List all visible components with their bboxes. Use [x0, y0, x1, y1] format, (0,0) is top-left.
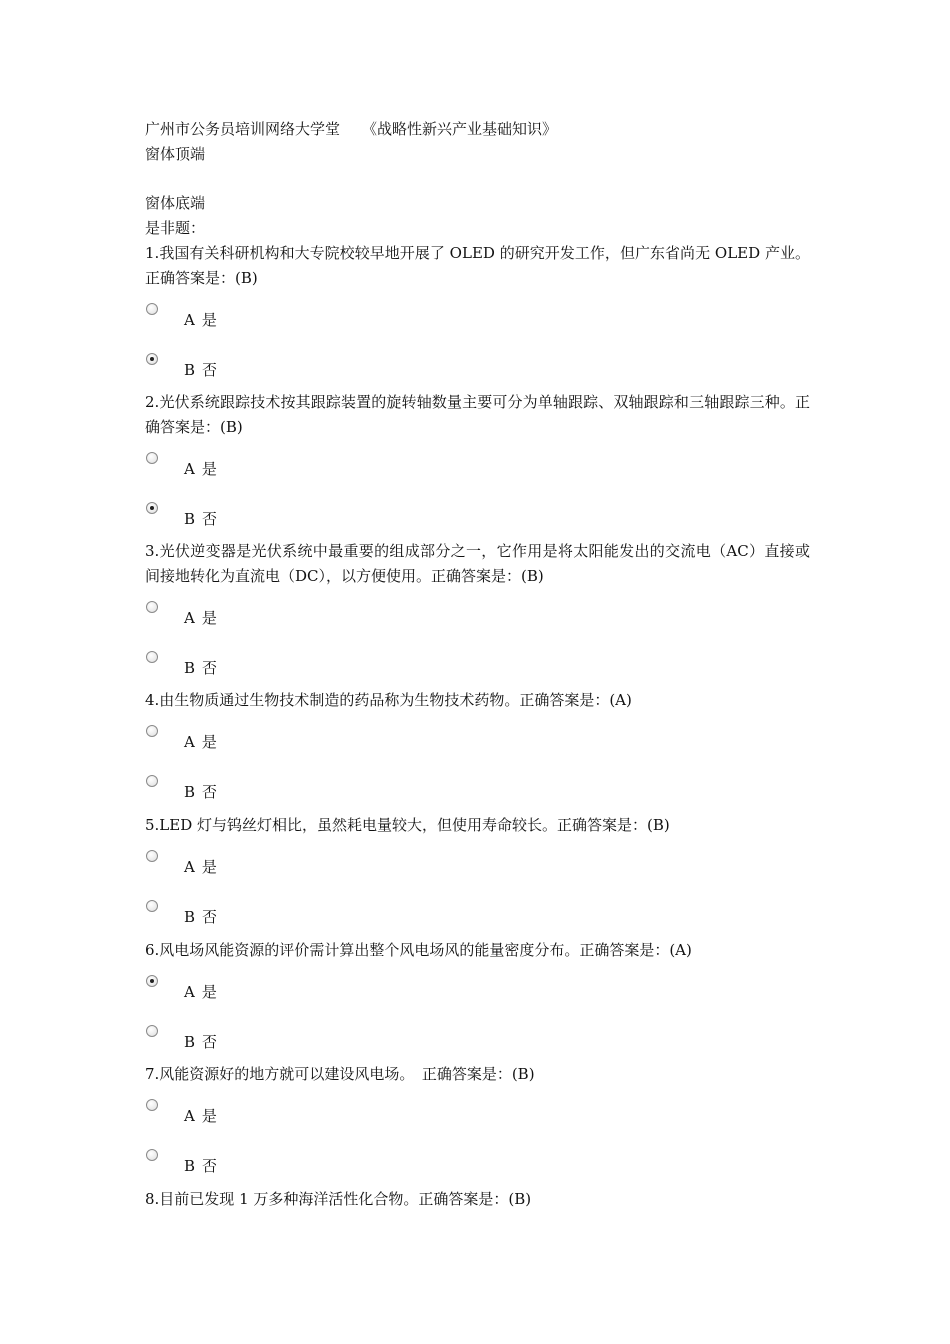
radio-button-b[interactable]: [146, 1149, 158, 1161]
option-label[interactable]: [184, 1032, 217, 1052]
radio-button-a[interactable]: [146, 1099, 158, 1111]
radio-button-a[interactable]: [146, 725, 158, 737]
option-text: 是: [201, 311, 217, 329]
option-text: 否: [202, 1157, 218, 1175]
option-letter: A: [184, 460, 195, 478]
option-letter: B: [184, 783, 196, 801]
radio-button-b[interactable]: [146, 1025, 158, 1037]
radio-button-a[interactable]: [146, 975, 158, 987]
option-label[interactable]: [184, 1106, 217, 1126]
section-title: 是非题：: [145, 219, 206, 237]
option-label[interactable]: [184, 982, 217, 1002]
question-text: 7.风能资源好的地方就可以建设风电场。 正确答案是：(B): [145, 1065, 535, 1083]
option-text: 是: [201, 983, 217, 1001]
question-text: 6.风电场风能资源的评价需计算出整个风电场风的能量密度分布。正确答案是：(A): [145, 941, 692, 959]
radio-button-b[interactable]: [146, 900, 158, 912]
question-text: 1.我国有关科研机构和大专院校较早地开展了 OLED 的研究开发工作，但广东省尚无 OLED 产业。正确答案是：(B): [145, 244, 810, 287]
option-text: 否: [202, 659, 218, 677]
option-letter: B: [184, 510, 196, 528]
option-label[interactable]: [184, 509, 217, 529]
option-text: 是: [201, 733, 217, 751]
option-text: 是: [201, 609, 217, 627]
radio-button-a[interactable]: [146, 601, 158, 613]
question-text: 3.光伏逆变器是光伏系统中最重要的组成部分之一，它作用是将太阳能发出的交流电（AC）直接或间接地转化为直流电（DC），以方便使用。正确答案是：(B): [145, 542, 810, 585]
question-text: 5.LED 灯与钨丝灯相比，虽然耗电量较大，但使用寿命较长。正确答案是：(B): [145, 816, 670, 834]
option-letter: B: [184, 908, 196, 926]
option-label[interactable]: [184, 857, 217, 877]
option-letter: A: [184, 858, 195, 876]
radio-button-a[interactable]: [146, 303, 158, 315]
radio-button-b[interactable]: [146, 502, 158, 514]
question-text: 2.光伏系统跟踪技术按其跟踪装置的旋转轴数量主要可分为单轴跟踪、双轴跟踪和三轴跟踪三种。正确答案是：(B): [145, 393, 810, 436]
form-bottom-label: 窗体底端: [145, 194, 206, 212]
option-text: 是: [201, 460, 217, 478]
school-name: 广州市公务员培训网络大学堂: [145, 120, 341, 138]
option-label[interactable]: [184, 782, 217, 802]
option-label[interactable]: [184, 907, 217, 927]
option-text: 否: [202, 783, 218, 801]
radio-button-b[interactable]: [146, 353, 158, 365]
option-letter: B: [184, 1157, 196, 1175]
radio-button-a[interactable]: [146, 850, 158, 862]
option-letter: A: [184, 983, 195, 1001]
course-title: 《战略性新兴产业基础知识》: [362, 120, 558, 138]
option-label[interactable]: [184, 310, 217, 330]
option-label[interactable]: [184, 360, 217, 380]
option-text: 是: [201, 1107, 217, 1125]
option-letter: A: [184, 1107, 195, 1125]
radio-button-b[interactable]: [146, 651, 158, 663]
option-label[interactable]: [184, 459, 217, 479]
document-header: [145, 117, 810, 142]
option-text: 否: [202, 1033, 218, 1051]
option-text: 否: [202, 510, 218, 528]
option-label[interactable]: [184, 1156, 217, 1176]
option-text: 是: [201, 858, 217, 876]
option-letter: A: [184, 311, 195, 329]
option-letter: A: [184, 609, 195, 627]
question-text: 8.目前已发现 1 万多种海洋活性化合物。正确答案是：(B): [145, 1190, 532, 1208]
question-text: 4.由生物质通过生物技术制造的药品称为生物技术药物。正确答案是：(A): [145, 691, 632, 709]
option-label[interactable]: [184, 732, 217, 752]
option-text: 否: [202, 361, 218, 379]
option-letter: B: [184, 1033, 196, 1051]
form-top-label: 窗体顶端: [145, 145, 206, 163]
option-label[interactable]: [184, 658, 217, 678]
radio-button-b[interactable]: [146, 775, 158, 787]
radio-button-a[interactable]: [146, 452, 158, 464]
option-label[interactable]: [184, 608, 217, 628]
option-letter: B: [184, 659, 196, 677]
option-text: 否: [202, 908, 218, 926]
option-letter: A: [184, 733, 195, 751]
option-letter: B: [184, 361, 196, 379]
